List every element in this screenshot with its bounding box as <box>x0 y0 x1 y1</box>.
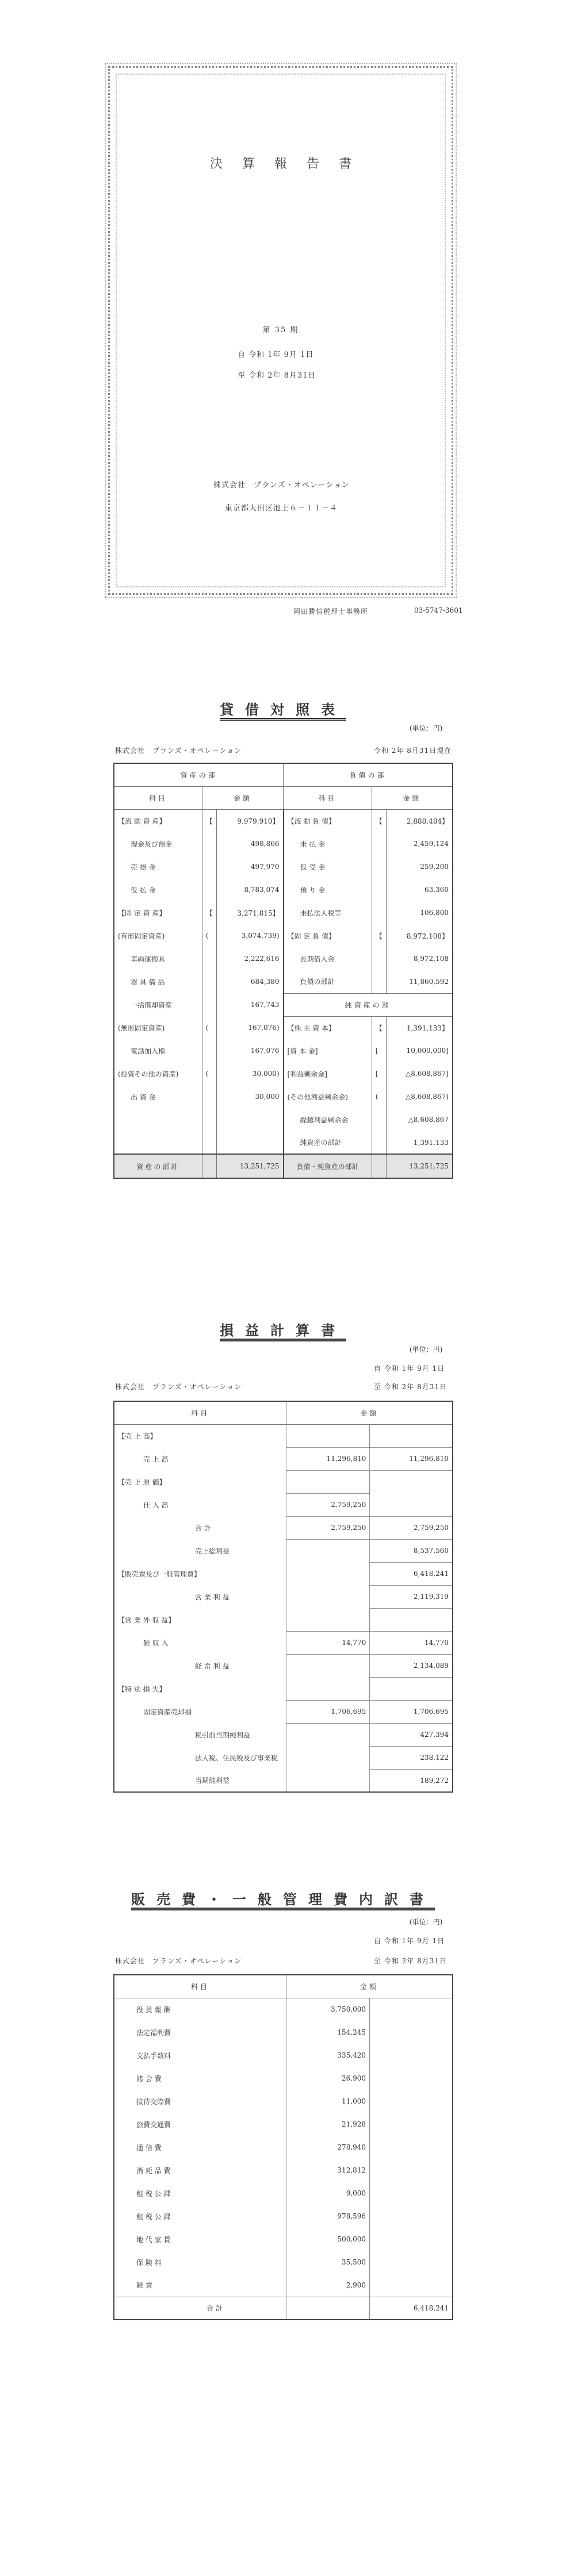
sga-amount-header: 金額 <box>286 1975 453 1998</box>
sga-row <box>114 2182 453 2205</box>
sga-total: 6,418,241 <box>370 2297 453 2320</box>
bs-liab-cell: 259,200 <box>386 855 453 878</box>
sga-item: 諸 会 費 <box>114 2067 286 2090</box>
bs-asset-cell <box>114 1108 202 1131</box>
pl-amount-header: 金額 <box>286 1401 453 1424</box>
pl-row <box>114 1700 453 1723</box>
bs-liab-cell: 2,888,484】 <box>386 809 453 832</box>
assets-item-header: 科目 <box>114 786 202 809</box>
bs-asset-cell <box>202 855 216 878</box>
bs-asset-cell: 【 <box>202 809 216 832</box>
pl-amount <box>286 1562 370 1585</box>
bs-asset-cell: 売 掛 金 <box>114 855 202 878</box>
pl-amount: 8,537,560 <box>370 1539 453 1562</box>
bs-liab-cell <box>372 1108 386 1131</box>
pl-item: 売上総利益 <box>114 1539 286 1562</box>
sga-row <box>114 2136 453 2159</box>
sga-blank <box>370 2251 453 2274</box>
bs-liab-cell: 繰越利益剰余金 <box>284 1108 372 1131</box>
bs-asset-cell <box>202 1108 216 1131</box>
sga-item: 通 信 費 <box>114 2136 286 2159</box>
sga-item: 消 耗 品 費 <box>114 2159 286 2182</box>
pl-row <box>114 1631 453 1654</box>
pl-row <box>114 1585 453 1608</box>
pl-row <box>114 1470 453 1493</box>
bs-asset-cell <box>202 832 216 855</box>
pl-company: 株式会社 プランズ・オペレーション <box>115 1383 242 1391</box>
bs-liab-cell: 仮 受 金 <box>284 855 372 878</box>
bs-date: 令和 2年 8月31日現在 <box>374 747 452 755</box>
bs-asset-cell: 684,380 <box>216 970 283 993</box>
pl-amount: 2,759,250 <box>286 1493 370 1516</box>
bs-asset-cell: ( <box>202 924 216 947</box>
pl-item: 当期純利益 <box>114 1769 286 1792</box>
sga-item: 保 険 料 <box>114 2251 286 2274</box>
bs-row <box>114 924 453 947</box>
balance-sheet-table <box>113 763 453 1179</box>
bs-asset-cell: (投資その他の資産) <box>114 1062 202 1085</box>
bs-unit: (単位：円) <box>410 724 443 732</box>
bs-liab-cell: 未 払 金 <box>284 832 372 855</box>
fiscal-period: 第 35 期 <box>262 326 299 335</box>
bs-row <box>114 993 453 1016</box>
sga-amount: 335,420 <box>286 2044 369 2067</box>
total-assets-label: 資産の部計 <box>114 1154 202 1178</box>
bs-asset-cell: 498,866 <box>216 832 283 855</box>
pl-row <box>114 1746 453 1769</box>
pl-amount <box>286 1424 370 1447</box>
sga-blank <box>370 2228 453 2251</box>
pl-item: 【特 別 損 失】 <box>114 1677 286 1700</box>
bs-asset-cell <box>202 878 216 901</box>
total-liab-label: 負債・純資産の部計 <box>284 1154 372 1178</box>
pl-item: 経 常 利 益 <box>114 1654 286 1677</box>
bs-liab-cell: 10,000,000] <box>386 1039 453 1062</box>
bs-liab-cell: 8,972,108 <box>386 947 453 970</box>
bs-asset-cell: 8,783,074 <box>216 878 283 901</box>
bs-liab-cell: [ <box>372 1062 386 1085</box>
bs-liab-cell: [ <box>372 1039 386 1062</box>
sga-amount: 278,940 <box>286 2136 369 2159</box>
pl-item: 【売 上 高】 <box>114 1424 286 1447</box>
bs-row <box>114 855 453 878</box>
bs-liab-cell: 【 <box>372 924 386 947</box>
sga-from: 自 令和 1年 9月 1日 <box>374 1937 445 1945</box>
bs-row <box>114 1016 453 1039</box>
pl-amount: 1,706,695 <box>370 1700 453 1723</box>
bs-liab-cell <box>372 947 386 970</box>
sga-amount: 312,812 <box>286 2159 369 2182</box>
accounting-office: 岡田勝信税理士事務所 <box>293 608 369 616</box>
bs-asset-cell: 167,076) <box>216 1016 283 1039</box>
liab-item-header: 科目 <box>284 786 372 809</box>
bs-row <box>114 878 453 901</box>
sga-blank <box>370 2159 453 2182</box>
bs-asset-cell: 出 資 金 <box>114 1085 202 1108</box>
pl-row <box>114 1608 453 1631</box>
sga-blank <box>370 2021 453 2044</box>
pl-row <box>114 1654 453 1677</box>
bs-row <box>114 1085 453 1108</box>
pl-amount: 238,122 <box>370 1746 453 1769</box>
bs-asset-cell: 30,000) <box>216 1062 283 1085</box>
bs-liab-cell: 【 <box>372 1016 386 1039</box>
sga-row <box>114 2021 453 2044</box>
sga-amount: 3,750,000 <box>286 1998 369 2021</box>
sga-company: 株式会社 プランズ・オペレーション <box>115 1957 242 1965</box>
bs-asset-cell: 車両運搬具 <box>114 947 202 970</box>
pl-to: 至 令和 2年 8月31日 <box>374 1383 447 1391</box>
bs-row <box>114 947 453 970</box>
sga-blank <box>370 1998 453 2021</box>
sga-amount: 500,000 <box>286 2228 369 2251</box>
pl-amount <box>370 1470 453 1493</box>
pl-row <box>114 1562 453 1585</box>
sga-row <box>114 2251 453 2274</box>
bs-asset-cell: 9,979,910】 <box>216 809 283 832</box>
bs-asset-cell: (無形固定資産) <box>114 1016 202 1039</box>
bs-liab-cell <box>372 878 386 901</box>
pl-title: 損益計算書 <box>220 1322 346 1339</box>
pl-item: 雑 収 入 <box>114 1631 286 1654</box>
sga-item: 法定福利費 <box>114 2021 286 2044</box>
bs-liab-cell: 預 り 金 <box>284 878 372 901</box>
bs-liab-cell <box>372 855 386 878</box>
bs-asset-cell: 2,222,616 <box>216 947 283 970</box>
sga-row <box>114 2228 453 2251</box>
bs-asset-cell: 3,074,739) <box>216 924 283 947</box>
sga-amount: 26,900 <box>286 2067 369 2090</box>
pl-item: 営 業 利 益 <box>114 1585 286 1608</box>
sga-blank <box>370 2044 453 2067</box>
pl-item-header: 科目 <box>114 1401 286 1424</box>
bs-liab-cell: 純資産の部計 <box>284 1131 372 1154</box>
pl-amount: 6,418,241 <box>370 1562 453 1585</box>
bs-asset-cell: ( <box>202 1062 216 1085</box>
bs-title: 貸借対照表 <box>220 701 346 718</box>
sga-row <box>114 2044 453 2067</box>
sga-title: 販売費・一般管理費内訳書 <box>131 1891 435 1908</box>
bs-liab-cell: (その他利益剰余金) <box>284 1085 372 1108</box>
bs-liab-cell: 2,459,124 <box>386 832 453 855</box>
pl-amount: 11,296,810 <box>370 1447 453 1470</box>
sga-item: 雑 費 <box>114 2274 286 2297</box>
sga-blank <box>370 2274 453 2297</box>
pl-row <box>114 1516 453 1539</box>
pl-amount <box>286 1746 370 1769</box>
pl-item: 固定資産売却損 <box>114 1700 286 1723</box>
assets-header: 資産の部 <box>114 763 284 786</box>
bs-liab-cell: 63,360 <box>386 878 453 901</box>
pl-item: 売 上 高 <box>114 1447 286 1470</box>
sga-amount: 154,245 <box>286 2021 369 2044</box>
bs-row <box>114 1108 453 1131</box>
pl-item: 法人税、住民税及び事業税 <box>114 1746 286 1769</box>
pl-amount: 11,296,810 <box>286 1447 370 1470</box>
bs-row <box>114 901 453 924</box>
bs-asset-cell: ( <box>202 1016 216 1039</box>
pl-item: 合 計 <box>114 1516 286 1539</box>
pl-row <box>114 1723 453 1746</box>
bs-row <box>114 1131 453 1154</box>
sga-amount: 35,500 <box>286 2251 369 2274</box>
bs-asset-cell: 3,271,815】 <box>216 901 283 924</box>
pl-item: 仕 入 高 <box>114 1493 286 1516</box>
period-to: 至 令和 2年 8月31日 <box>238 371 316 380</box>
pl-amount <box>286 1585 370 1608</box>
pl-amount <box>286 1539 370 1562</box>
sga-blank <box>370 2182 453 2205</box>
bs-liab-cell: 8,972,108】 <box>386 924 453 947</box>
bs-liab-cell <box>372 1131 386 1154</box>
bs-liab-cell: 【株 主 資 本】 <box>284 1016 372 1039</box>
bs-liab-cell: 11,860,592 <box>386 970 453 993</box>
bs-liab-cell: 1,391,133 <box>386 1131 453 1154</box>
sga-blank <box>370 2136 453 2159</box>
bs-row <box>114 809 453 832</box>
sga-item: 旅費交通費 <box>114 2113 286 2136</box>
bs-liab-cell <box>372 901 386 924</box>
pl-row <box>114 1424 453 1447</box>
liab-amount-header: 金額 <box>372 786 453 809</box>
pl-item: 【販売費及び一般管理費】 <box>114 1562 286 1585</box>
sga-to: 至 令和 2年 8月31日 <box>374 1957 447 1965</box>
sga-row <box>114 2113 453 2136</box>
total-liab: 13,251,725 <box>386 1154 453 1178</box>
company-address: 東京都大田区池上６－１１－４ <box>225 504 338 513</box>
bs-asset-cell <box>202 1131 216 1154</box>
bs-row <box>114 1062 453 1085</box>
bs-asset-cell: 497,970 <box>216 855 283 878</box>
bs-asset-cell: 【 <box>202 901 216 924</box>
bs-asset-cell: 仮 払 金 <box>114 878 202 901</box>
bs-asset-cell <box>202 1039 216 1062</box>
sga-row <box>114 2274 453 2297</box>
bs-liab-cell: 【固 定 負 債】 <box>284 924 372 947</box>
pl-amount <box>370 1493 453 1516</box>
bs-liab-cell: △8,608,867 <box>386 1108 453 1131</box>
sga-blank <box>370 2113 453 2136</box>
sga-amount: 9,000 <box>286 2182 369 2205</box>
pl-amount: 189,272 <box>370 1769 453 1792</box>
sga-item: 役 員 報 酬 <box>114 1998 286 2021</box>
pl-amount: 427,394 <box>370 1723 453 1746</box>
sga-row <box>114 2090 453 2113</box>
liabilities-header: 負債の部 <box>284 763 453 786</box>
bs-asset-cell <box>114 1131 202 1154</box>
pl-amount <box>286 1677 370 1700</box>
pl-row <box>114 1677 453 1700</box>
assets-amount-header: 金額 <box>202 786 283 809</box>
bs-asset-cell: 167,743 <box>216 993 283 1016</box>
bs-company: 株式会社 プランズ・オペレーション <box>115 747 242 755</box>
company-name: 株式会社 プランズ・オペレーション <box>213 481 350 490</box>
sga-amount: 11,000 <box>286 2090 369 2113</box>
pl-amount: 2,759,250 <box>286 1516 370 1539</box>
bs-row <box>114 1039 453 1062</box>
bs-asset-cell: 一括償却資産 <box>114 993 202 1016</box>
pl-amount <box>286 1769 370 1792</box>
bs-liab-cell: △8,608,867] <box>386 1062 453 1085</box>
sga-item: 接待交際費 <box>114 2090 286 2113</box>
pl-item: 税引前当期純利益 <box>114 1723 286 1746</box>
cover-title: 決算報告書 <box>209 157 371 171</box>
bs-liab-cell: ( <box>372 1085 386 1108</box>
bs-asset-cell: 30,000 <box>216 1085 283 1108</box>
bs-liab-cell: 106,800 <box>386 901 453 924</box>
pl-amount: 2,759,250 <box>370 1516 453 1539</box>
pl-from: 自 令和 1年 9月 1日 <box>374 1364 445 1372</box>
pl-amount: 1,706,695 <box>286 1700 370 1723</box>
bs-liab-cell: 【流 動 負 債】 <box>284 809 372 832</box>
pl-amount <box>370 1424 453 1447</box>
bs-liab-cell: [資 本 金] <box>284 1039 372 1062</box>
bs-liab-cell: 長期借入金 <box>284 947 372 970</box>
sga-item-header: 科目 <box>114 1975 286 1998</box>
total-assets: 13,251,725 <box>216 1154 283 1178</box>
sga-amount: 21,928 <box>286 2113 369 2136</box>
sga-row <box>114 2067 453 2090</box>
bs-asset-cell <box>202 993 216 1016</box>
sga-blank <box>370 2090 453 2113</box>
sga-table <box>113 1974 453 2320</box>
pl-row <box>114 1447 453 1470</box>
bs-asset-cell <box>216 1108 283 1131</box>
equity-header: 純資産の部 <box>284 993 453 1016</box>
income-statement-table <box>113 1401 453 1793</box>
bs-asset-cell <box>202 947 216 970</box>
bs-asset-cell <box>216 1131 283 1154</box>
pl-amount <box>370 1608 453 1631</box>
pl-amount <box>286 1654 370 1677</box>
office-phone: 03-5747-3601 <box>414 606 463 614</box>
bs-asset-cell <box>202 970 216 993</box>
sga-amount: 2,900 <box>286 2274 369 2297</box>
sga-blank <box>370 2205 453 2228</box>
pl-amount: 2,134,089 <box>370 1654 453 1677</box>
pl-amount: 2,119,319 <box>370 1585 453 1608</box>
bs-row <box>114 832 453 855</box>
pl-amount <box>286 1723 370 1746</box>
pl-row <box>114 1769 453 1792</box>
sga-unit: (単位：円) <box>410 1918 443 1926</box>
bs-asset-cell: 167,076 <box>216 1039 283 1062</box>
sga-amount: 978,596 <box>286 2205 369 2228</box>
bs-liab-cell: 【 <box>372 809 386 832</box>
bs-row <box>114 970 453 993</box>
sga-row <box>114 1998 453 2021</box>
bs-liab-cell: 負債の部計 <box>284 970 372 993</box>
bs-asset-cell: 【流 動 資 産】 <box>114 809 202 832</box>
cover-frame <box>108 66 453 595</box>
sga-item: 租 税 公 課 <box>114 2205 286 2228</box>
pl-item: 【営 業 外 収 益】 <box>114 1608 286 1631</box>
bs-liab-cell <box>372 970 386 993</box>
sga-blank <box>370 2067 453 2090</box>
bs-liab-cell <box>372 832 386 855</box>
bs-asset-cell: 電話加入権 <box>114 1039 202 1062</box>
pl-item: 【売 上 原 価】 <box>114 1470 286 1493</box>
pl-row <box>114 1539 453 1562</box>
bs-asset-cell: 【固 定 資 産】 <box>114 901 202 924</box>
bs-liab-cell: 未払法人税等 <box>284 901 372 924</box>
sga-item: 租 税 公 課 <box>114 2182 286 2205</box>
sga-row <box>114 2159 453 2182</box>
pl-row <box>114 1493 453 1516</box>
pl-amount: 14,770 <box>370 1631 453 1654</box>
sga-total-label: 合 計 <box>114 2297 286 2320</box>
pl-amount <box>286 1608 370 1631</box>
pl-amount <box>286 1470 370 1493</box>
bs-liab-cell: [利益剰余金] <box>284 1062 372 1085</box>
bs-liab-cell: 1,391,133】 <box>386 1016 453 1039</box>
bs-asset-cell: 器 具 備 品 <box>114 970 202 993</box>
sga-item: 地 代 家 賃 <box>114 2228 286 2251</box>
pl-amount: 14,770 <box>286 1631 370 1654</box>
bs-asset-cell <box>202 1085 216 1108</box>
sga-row <box>114 2205 453 2228</box>
bs-asset-cell: 現金及び預金 <box>114 832 202 855</box>
pl-unit: (単位：円) <box>410 1345 443 1354</box>
bs-asset-cell: (有形固定資産) <box>114 924 202 947</box>
pl-amount <box>370 1677 453 1700</box>
period-from: 自 令和 1年 9月 1日 <box>238 351 314 359</box>
sga-item: 支払手数料 <box>114 2044 286 2067</box>
bs-liab-cell: △8,608,867) <box>386 1085 453 1108</box>
